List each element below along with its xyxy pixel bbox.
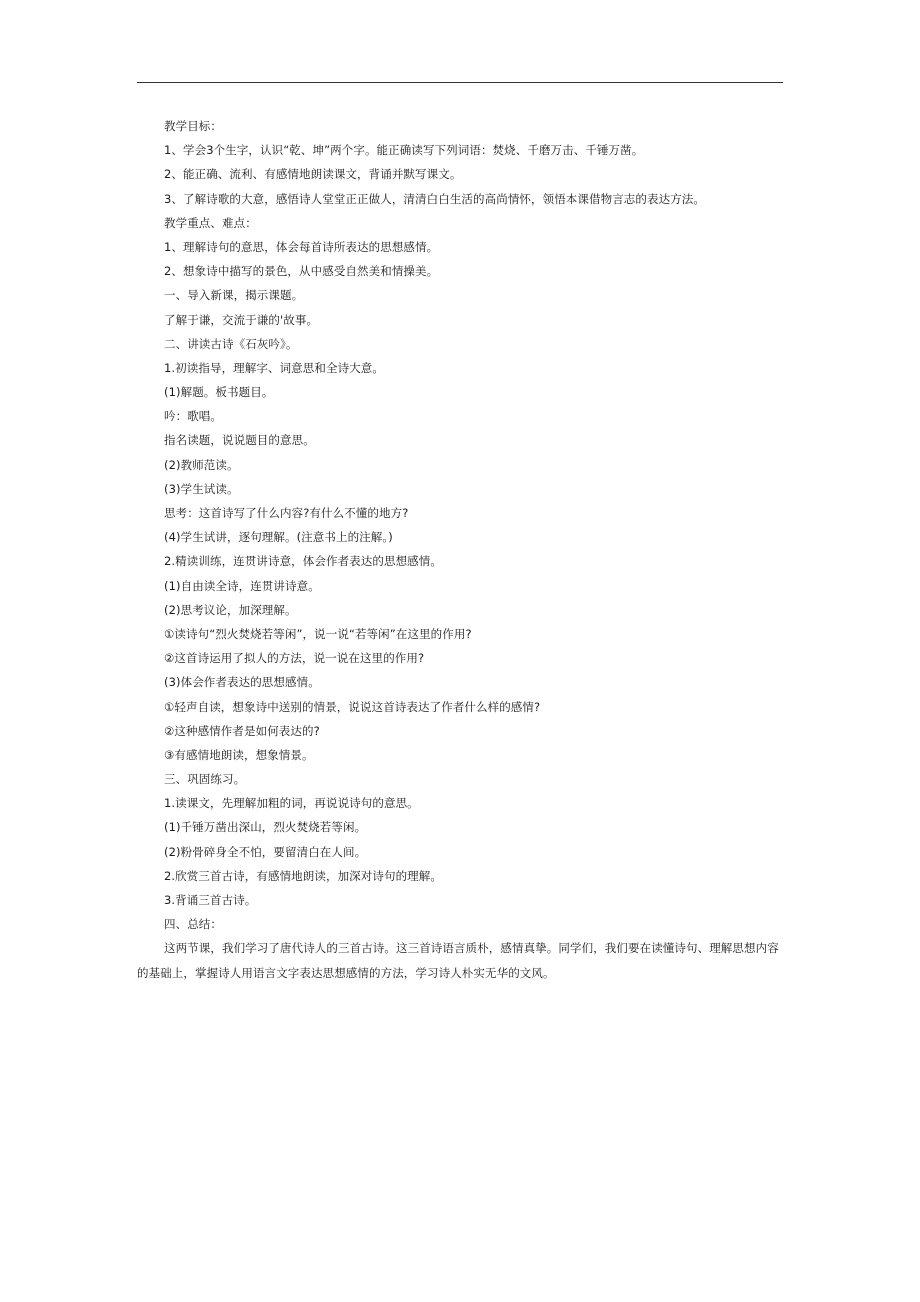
summary-paragraph: 这两节课，我们学习了唐代诗人的三首古诗。这三首诗语言质朴，感情真挚。同学们，我们要在读懂诗句、理解思想内容的基础上，掌握诗人用语言文字表达思想感情的方法，学习诗人朴实无华的文风。 [137,941,779,980]
heading-key-points: 教学重点、难点： [164,215,257,230]
section-heading-4: 四、总结： [164,917,222,932]
text-line: (1)千锤万凿出深山，烈火焚烧若等闲。 [164,820,367,835]
text-line: 1.读课文，先理解加粗的词，再说说诗句的意思。 [164,796,419,811]
document-body [137,114,787,985]
text-line: (1)自由读全诗，连贯讲诗意。 [164,578,320,593]
text-line: (4)学生试讲，逐句理解。(注意书上的注解。) [164,530,393,545]
text-line: 2.欣赏三首古诗，有感情地朗读，加深对诗句的理解。 [164,868,442,883]
text-line: 2.精读训练，连贯讲诗意，体会作者表达的思想感情。 [164,554,442,569]
text-line: (3)学生试读。 [164,481,239,496]
key-point-1: 1、理解诗句的意思，体会每首诗所表达的思想感情。 [164,239,439,254]
text-line: 3.背诵三首古诗。 [164,893,257,907]
text-line: 思考：这首诗写了什么内容?有什么不懂的地方? [164,506,409,520]
text-line: 了解于谦，交流于谦的'故事。 [164,312,319,327]
text-line: ①读诗句“烈火焚烧若等闲”，说一说“若等闲”在这里的作用? [164,626,472,641]
text-line: (3)体会作者表达的思想感情。 [164,675,320,690]
goal-item-1: 1、学会3个生字，认识“乾、坤”两个字。能正确读写下列词语：焚烧、千磨万击、千锤万凿。 [164,143,644,158]
text-line: 1.初读指导，理解字、词意思和全诗大意。 [164,360,384,375]
text-line: ①轻声自读，想象诗中送别的情景，说说这首诗表达了作者什么样的感情? [164,699,541,714]
text-line: ②这首诗运用了拟人的方法，说一说在这里的作用? [164,651,425,666]
text-line: ②这种感情作者是如何表达的? [164,723,320,738]
key-point-2: 2、想象诗中描写的景色，从中感受自然美和情操美。 [164,264,439,279]
text-line: 吟：歌唱。 [164,409,222,424]
goal-item-2: 2、能正确、流利、有感情地朗读课文，背诵并默写课文。 [164,167,462,182]
text-line: (2)教师范读。 [164,457,239,472]
section-heading-3: 三、巩固练习。 [164,772,246,787]
section-heading-1: 一、导入新课，揭示课题。 [164,288,304,303]
text-line: (1)解题。板书题目。 [164,385,274,400]
header-rule [137,82,783,83]
text-line: (2)思考议论，加深理解。 [164,602,297,617]
text-line: ③有感情地朗读，想象情景。 [164,747,314,762]
text-line: (2)粉骨碎身全不怕，要留清白在人间。 [164,844,367,859]
heading-teaching-goals: 教学目标： [164,119,222,133]
goal-item-3: 3、了解诗歌的大意，感悟诗人堂堂正正做人，清清白白生活的高尚情怀，领悟本课借物言志的表达方法。 [164,191,706,206]
section-heading-2: 二、讲读古诗《石灰吟》。 [164,336,298,351]
text-line: 指名读题，说说题目的意思。 [164,433,315,448]
